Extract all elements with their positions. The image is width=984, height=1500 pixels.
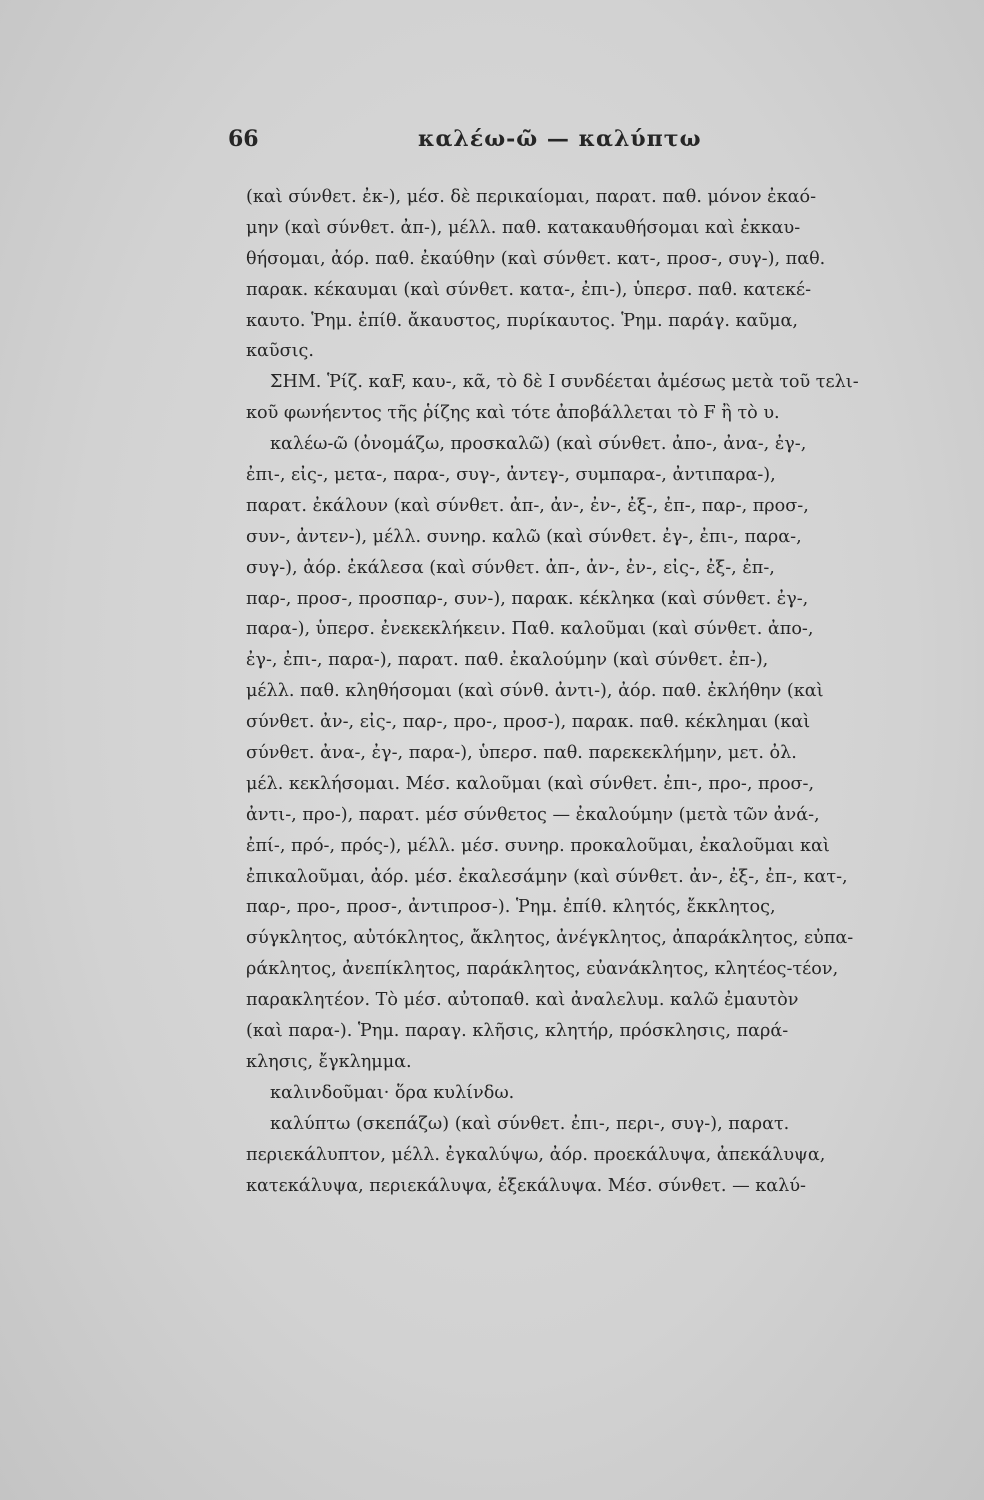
text-line: παρακλητέον. Τὸ μέσ. αὐτοπαθ. καὶ ἀναλελυμ. καλῶ ἐμαυτὸν xyxy=(246,990,799,1011)
text-line: ἐγ-, ἐπι-, παρα-), παρατ. παθ. ἐκαλούμην (καὶ σύνθετ. ἐπ-), xyxy=(246,650,769,671)
entry-kaleo: καλέω-ῶ (ὀνομάζω, προσκαλῶ) (καὶ σύνθετ. ἀπο-, ἀνα-, ἐγ-, xyxy=(270,434,807,455)
text-line: μην (καὶ σύνθετ. ἀπ-), μέλλ. παθ. κατακαυθήσομαι καὶ ἐκκαυ- xyxy=(246,217,801,238)
text-line: παρ-, προσ-, προσπαρ-, συν-), παρακ. κέκληκα (καὶ σύνθετ. ἐγ-, xyxy=(246,588,809,609)
entry-kalindoumai: καλινδοῦμαι· ὅρα κυλίνδω. xyxy=(270,1082,515,1103)
text-line: παρ-, προ-, προσ-, ἀντιπροσ-). Ῥημ. ἐπίθ. κλητός, ἔκκλητος, xyxy=(246,897,776,918)
text-line: σύγκλητος, αὐτόκλητος, ἄκλητος, ἀνέγκλητος, ἀπαράκλητος, εὐπα- xyxy=(246,928,854,949)
text-line: ἐπί-, πρό-, πρός-), μέλλ. μέσ. συνηρ. προκαλοῦμαι, ἐκαλοῦμαι καὶ xyxy=(246,835,830,856)
text-line: συν-, ἀντεν-), μέλλ. συνηρ. καλῶ (καὶ σύνθετ. ἐγ-, ἐπι-, παρα-, xyxy=(246,526,802,547)
text-line: κατεκάλυψα, περιεκάλυψα, ἐξεκάλυψα. Μέσ. σύνθετ. — καλύ- xyxy=(246,1175,806,1196)
text-line: παρατ. ἐκάλουν (καὶ σύνθετ. ἀπ-, ἀν-, ἐν-, ἐξ-, ἐπ-, παρ-, προσ-, xyxy=(246,495,809,516)
note-line: ΣΗΜ. Ῥίζ. καF, καυ-, κᾶ, τὸ δὲ I συνδέεται ἀμέσως μετὰ τοῦ τελι- xyxy=(270,372,859,393)
text-line: καυτο. Ῥημ. ἐπίθ. ἄκαυστος, πυρίκαυτος. Ῥημ. παράγ. καῦμα, xyxy=(246,310,798,331)
text-line: κοῦ φωνήεντος τῆς ῥίζης καὶ τότε ἀποβάλλεται τὸ F ἢ τὸ υ. xyxy=(246,403,780,424)
text-line: ἀντι-, προ-), παρατ. μέσ σύνθετος — ἐκαλούμην (μετὰ τῶν ἀνά-, xyxy=(246,804,820,825)
text-line: ἐπι-, εἰς-, μετα-, παρα-, συγ-, ἀντεγ-, συμπαρα-, ἀντιπαρα-), xyxy=(246,465,776,486)
text-line: σύνθετ. ἀν-, εἰς-, παρ-, προ-, προσ-), παρακ. παθ. κέκλημαι (καὶ xyxy=(246,712,811,733)
text-line: παρα-), ὑπερσ. ἐνεκεκλήκειν. Παθ. καλοῦμαι (καὶ σύνθετ. ἀπο-, xyxy=(246,619,814,640)
text-line: σύνθετ. ἀνα-, ἐγ-, παρα-), ὑπερσ. παθ. παρεκεκλήμην, μετ. ὀλ. xyxy=(246,743,797,764)
page-number: 66 xyxy=(228,126,259,152)
text-line: περιεκάλυπτον, μέλλ. ἐγκαλύψω, ἀόρ. προεκάλυψα, ἀπεκάλυψα, xyxy=(246,1144,826,1165)
entry-kalypto: καλύπτω (σκεπάζω) (καὶ σύνθετ. ἐπι-, περι-, συγ-), παρατ. xyxy=(270,1113,790,1134)
text-line: ράκλητος, ἀνεπίκλητος, παράκλητος, εὐανάκλητος, κλητέος-τέον, xyxy=(246,959,839,980)
text-line: θήσομαι, ἀόρ. παθ. ἐκαύθην (καὶ σύνθετ. κατ-, προσ-, συγ-), παθ. xyxy=(246,248,826,269)
text-line: παρακ. κέκαυμαι (καὶ σύνθετ. κατα-, ἐπι-), ὑπερσ. παθ. κατεκέ- xyxy=(246,279,812,300)
text-line: κλησις, ἔγκλημμα. xyxy=(246,1051,412,1072)
text-line: μέλ. κεκλήσομαι. Μέσ. καλοῦμαι (καὶ σύνθετ. ἐπι-, προ-, προσ-, xyxy=(246,773,815,794)
text-line: καῦσις. xyxy=(246,341,314,362)
text-line: (καὶ παρα-). Ῥημ. παραγ. κλῆσις, κλητήρ, πρόσκλησις, παρά- xyxy=(246,1021,789,1042)
running-head: καλέω-ῶ — καλύπτω xyxy=(418,126,702,152)
text-line: ἐπικαλοῦμαι, ἀόρ. μέσ. ἐκαλεσάμην (καὶ σύνθετ. ἀν-, ἐξ-, ἐπ-, κατ-, xyxy=(246,866,848,887)
text-line: μέλλ. παθ. κληθήσομαι (καὶ σύνθ. ἀντι-), ἀόρ. παθ. ἐκλήθην (καὶ xyxy=(246,681,824,702)
text-line: (καὶ σύνθετ. ἐκ-), μέσ. δὲ περικαίομαι, παρατ. παθ. μόνον ἐκαό- xyxy=(246,187,817,207)
page-header xyxy=(228,126,918,160)
dictionary-text xyxy=(246,182,936,1201)
text-line: συγ-), ἀόρ. ἐκάλεσα (καὶ σύνθετ. ἀπ-, ἀν-, ἐν-, εἰς-, ἐξ-, ἐπ-, xyxy=(246,557,775,578)
